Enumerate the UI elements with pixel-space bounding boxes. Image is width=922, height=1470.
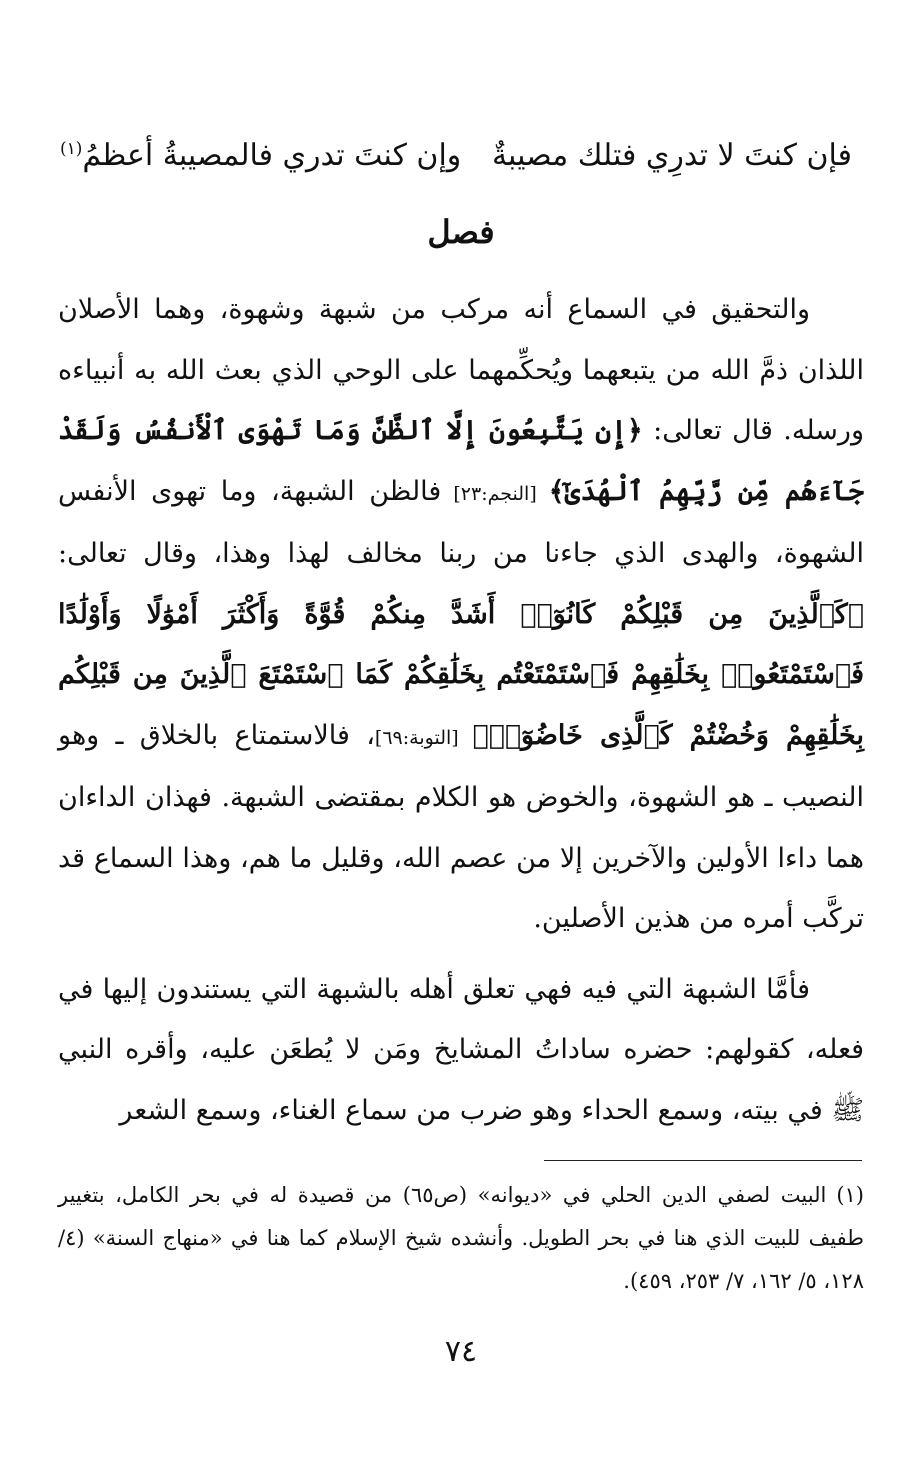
- paragraph-text: فأمَّا الشبهة التي فيه فهي تعلق أهله بالشبهة التي يستندون إليها في فعله، كقولهم: حضره ساداتُ المشايخ ومَن لا يُطعَن عليه، وأقره النبي ﷺ في بيته، وسمع الحداء وهو ضرب من سماع الغناء، وسمع الشعر: [58, 973, 864, 1126]
- verse-reference: [النجم:٢٣]: [441, 482, 549, 505]
- footnote-reference-mark[interactable]: (١): [60, 139, 83, 159]
- footnote-divider: [544, 1160, 862, 1161]
- footnote: [58, 1174, 864, 1303]
- section-heading: فصل: [427, 213, 495, 251]
- poetry-verse: [60, 128, 852, 184]
- body-text: [58, 280, 864, 1141]
- verse-second-hemistich: وإن كنتَ تدري فالمصيبةُ أعظمُ$^{(١)}$: [60, 138, 462, 173]
- paragraph: [58, 960, 864, 1142]
- footnote-text: البيت لصفي الدين الحلي في «ديوانه» (ص٦٥) من قصيدة له في بحر الكامل، بتغيير طفيف للبيت الذي هنا في بحر الطويل. وأنشده شيخ الإسلام كما هنا في «منهاج السنة» (٤/ ١٢٨، ٥/ ١٦٢، ٧/ ٢٥٣، ٤٥٩).: [58, 1183, 864, 1293]
- page-number: ٧٤: [444, 1334, 478, 1369]
- verse-first-hemistich: فإن كنتَ لا تدرِي فتلك مصيبةٌ: [491, 138, 852, 173]
- paragraph: [58, 280, 864, 950]
- quran-verse: ﴿كَٱلَّذِينَ مِن قَبْلِكُمْ كَانُوٓا۟ أَشَدَّ مِنكُمْ قُوَّةً وَأَكْثَرَ أَمْوَٰلًا وَأَوْلَٰدًا فَٱسْتَمْتَعُوا۟ بِخَلَٰقِهِمْ فَٱسْتَمْتَعْتُم بِخَلَٰقِكُمْ كَمَا ٱسْتَمْتَعَ ٱلَّذِينَ مِن قَبْلِكُم بِخَلَٰقِهِمْ وَخُضْتُمْ كَٱلَّذِى خَاضُوٓا۟﴾: [58, 598, 865, 751]
- footnote-number: (١): [836, 1183, 864, 1207]
- paragraph-text: ، فالاستمتاع بالخلاق ـ وهو النصيب ـ هو الشهوة، والخوض هو الكلام بمقتضى الشبهة. فهذان الداءان هما داءا الأولين والآخرين إلا من عصم الله، وقليل ما هم، وهذا السماع قد تركَّب أمره من هذين الأصلين.: [58, 719, 864, 934]
- paragraph-text: فالظن الشبهة، وما تهوى الأنفس الشهوة، والهدى الذي جاءنا من ربنا مخالف لهذا وهذا، وقال تعالى:: [58, 475, 864, 569]
- paragraph-text: والتحقيق في السماع أنه مركب من شبهة وشهوة، وهما الأصلان اللذان ذمَّ الله من يتبعهما ويُحكِّمهما على الوحي الذي بعث الله به أنبياءه ورسله. قال تعالى:: [58, 294, 864, 446]
- quran-verse: ﴿إِن يَتَّبِعُونَ إِلَّا ٱلظَّنَّ وَمَا تَهْوَى ٱلْأَنفُسُ وَلَقَدْ جَآءَهُم مِّن رَّبِّهِمُ ٱلْهُدَىٰٓ﴾: [58, 415, 864, 507]
- verse-reference: [التوبة:٦٩]: [374, 726, 473, 749]
